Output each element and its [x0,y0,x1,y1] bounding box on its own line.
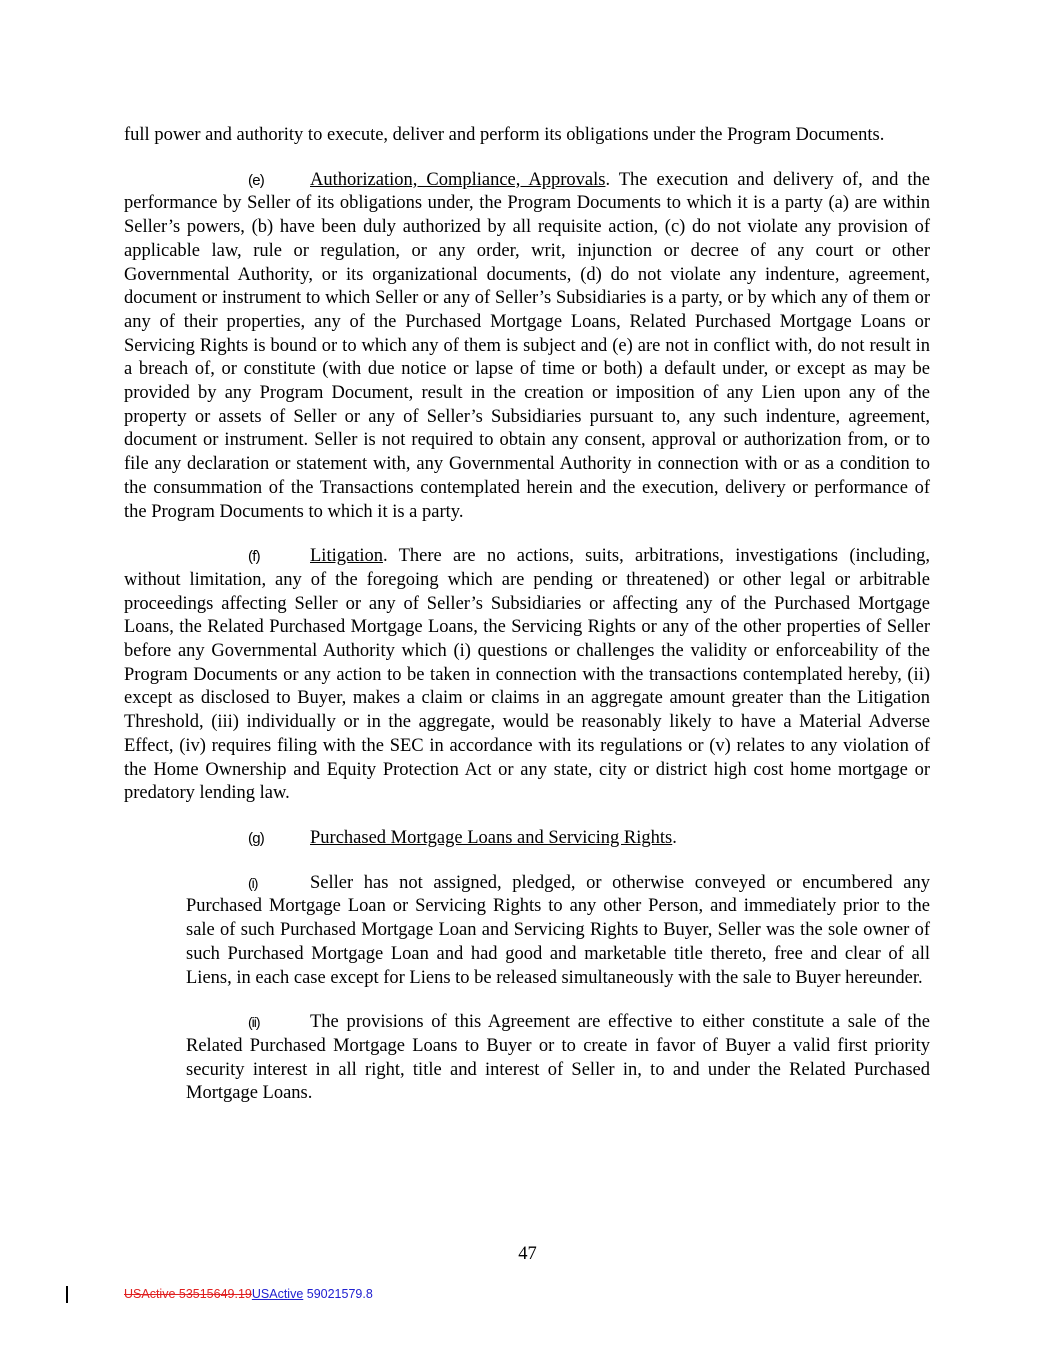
section-g-body: . [672,827,677,848]
section-f-label: (f) [248,548,260,566]
deleted-doc-id: USActive 53515649.19 [124,1287,252,1301]
section-e-body: . The execution and delivery of, and the performance by Seller of its obligations under, the Program Documents to which it is a party (a) are within Seller’s powers, (b) have been duly authorized by all requisite action, (c) do not violate any provision of applicable law, rule or regulation, or any order, writ, injunction or decree of any court or other Governmental Authority, or its organizational documents, (d) do not violate any indenture, agreement, document or instrument to which Seller or any of Seller’s Subsidiaries is a party, or by which any of them or any of their properties, any of the Purchased Mortgage Loans, Related Purchased Mortgage Loans or Servicing Rights is bound or to which any of them is subject and (e) are not in conflict with, do not result in a breach of, or constitute (with due notice or lapse of time or both) a default under, or except as may be provided by any Program Document, result in the creation or imposition of any Lien upon any of the property or assets of Seller or any of Seller’s Subsidiaries pursuant to, any such indenture, agreement, document or instrument. Seller is not required to obtain any consent, approval or authorization from, or to file any declaration or statement with, any Governmental Authority in connection with or as a condition to the consummation of the Transactions contemplated herein and the execution, delivery or performance of the Program Documents to which it is a party. [124,169,931,522]
section-g [124,827,930,851]
intro-paragraph: full power and authority to execute, deliver and perform its obligations under the Program Documents. [124,125,885,145]
section-f-heading: Litigation [310,546,383,567]
section-g-label: (g) [248,829,264,847]
section-e-label: (e) [248,171,264,189]
document-body [124,124,930,1106]
document-id-footer [124,1287,373,1301]
section-g-heading: Purchased Mortgage Loans and Servicing Rights [310,827,673,848]
subsection-i [186,872,930,991]
subsection-ii-label: (ii) [248,1014,260,1031]
section-f-body: . There are no actions, suits, arbitrations, investigations (including, without limitation, any of the foregoing which are pending or threatened) or other legal or arbitrable proceedings affecting Seller or any of Seller’s Subsidiaries or affecting any of the Purchased Mortgage Loans, the Related Purchased Mortgage Loans, the Servicing Rights or any of the other properties of Seller before any Governmental Authority which (i) questions or challenges the validity or enforceability of the Program Documents or any action to be taken in connection with the transactions contemplated hereby, (ii) except as disclosed to Buyer, makes a claim or claims in an aggregate amount greater than the Litigation Threshold, (iii) individually or in the aggregate, would be reasonably likely to have a Material Adverse Effect, (iv) requires filing with the SEC in accordance with its regulations or (v) relates to any violation of the Home Ownership and Equity Protection Act or any state, city or district high cost home mortgage or predatory lending law. [124,546,930,804]
section-e [124,169,930,525]
inserted-doc-id: USActive [251,1287,304,1301]
change-bar [66,1286,68,1303]
subsection-ii-body: The provisions of this Agreement are effective to either constitute a sale of the Related Purchased Mortgage Loans to Buyer or to create in favor of Buyer a valid first priority security interest in all right, title and interest of Seller in, to and under the Related Purchased Mortgage Loans. [186,1012,930,1104]
subsection-ii [186,1011,930,1106]
section-f [124,545,930,806]
subsection-i-label: (i) [248,874,258,891]
subsection-i-body: Seller has not assigned, pledged, or otherwise conveyed or encumbered any Purchased Mortgage Loan or Servicing Rights to any other Person, and immediately prior to the sale of such Purchased Mortgage Loan and Servicing Rights to Buyer, Seller was the sole owner of such Purchased Mortgage Loan and had good and marketable title thereto, free and clear of all Liens, in each case except for Liens to be released simultaneously with the sale to Buyer hereunder. [186,872,930,988]
page-number: 47 [518,1244,537,1264]
inserted-doc-number: 59021579.8 [303,1287,373,1301]
section-e-heading: Authorization, Compliance, Approvals [310,169,606,190]
